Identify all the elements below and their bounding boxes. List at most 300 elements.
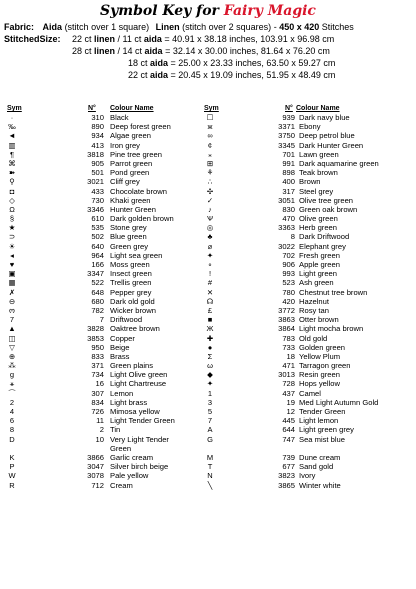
colour-row — [202, 223, 414, 232]
colour-row — [4, 113, 204, 122]
symbol-glyph: £ — [207, 305, 213, 315]
colour-name: Sea mist blue — [299, 434, 346, 444]
colour-name: Light Chartreuse — [110, 379, 167, 389]
colour-number: 734 — [91, 370, 104, 380]
colour-row — [4, 269, 204, 278]
colour-row — [4, 389, 204, 398]
colour-name: Green plains — [110, 361, 154, 371]
colour-name: Pale yellow — [110, 471, 149, 481]
colour-number: 3772 — [278, 305, 295, 315]
colour-row — [4, 315, 204, 324]
colour-number: 400 — [282, 177, 295, 187]
colour-name: Light lemon — [299, 416, 339, 426]
colour-number: 833 — [91, 351, 104, 361]
colour-name: Dark Driftwood — [299, 232, 350, 242]
symbol-glyph: ⌘ — [8, 158, 16, 168]
colour-number: 16 — [95, 379, 104, 389]
colour-row — [202, 141, 414, 150]
colour-number: 3750 — [278, 131, 295, 141]
colour-number: 950 — [91, 342, 104, 352]
colour-number: 640 — [91, 241, 104, 251]
colour-number: 3022 — [278, 241, 295, 251]
colour-row — [202, 242, 414, 251]
symbol-glyph: g — [9, 370, 15, 380]
symbol-glyph: 1 — [207, 388, 213, 398]
colour-row — [202, 425, 414, 434]
stitched-pre: 22 ct — [72, 34, 95, 44]
symbol-glyph: ♪ — [208, 204, 212, 214]
colour-name: Rosy tan — [299, 305, 329, 315]
symbol-glyph: ☊ — [206, 296, 214, 306]
colour-row — [4, 141, 204, 150]
colour-row — [202, 260, 414, 269]
colour-number: 905 — [91, 158, 104, 168]
colour-number: 307 — [91, 388, 104, 398]
colour-name: Cream — [110, 480, 133, 490]
stitched-b1: aida — [150, 70, 169, 80]
colour-row — [202, 471, 414, 480]
colour-number: 712 — [91, 480, 104, 490]
colour-number: 890 — [91, 122, 104, 132]
colour-name: Light green grey — [299, 425, 354, 435]
colour-number: 19 — [286, 397, 295, 407]
colour-name: Blue green — [110, 232, 147, 242]
symbol-glyph: ♥ — [9, 260, 15, 269]
colour-name: Light Olive green — [110, 370, 168, 380]
colour-name: Light Tender Green — [110, 416, 175, 426]
colour-name: Trellis green — [110, 278, 152, 288]
colour-row — [4, 370, 204, 379]
colour-row — [202, 416, 414, 425]
colour-name: Otter brown — [299, 315, 339, 325]
colour-row — [4, 435, 204, 444]
colour-number: 3363 — [278, 223, 295, 233]
colour-number: 3853 — [87, 333, 104, 343]
colour-number: 3371 — [278, 122, 295, 132]
colour-number: 310 — [91, 113, 104, 122]
symbol-glyph: ⊞ — [206, 158, 214, 168]
colour-name: Very Light Tender — [110, 434, 169, 444]
symbol-glyph: ▲ — [8, 324, 16, 334]
symbol-glyph: ✓ — [206, 195, 214, 205]
symbol-glyph: ● — [207, 342, 213, 352]
colour-number: 3346 — [87, 204, 104, 214]
colour-name: Lemon — [110, 388, 134, 398]
symbol-glyph: ◂ — [10, 250, 14, 260]
colour-row — [4, 131, 204, 140]
header-num-left: N° — [88, 105, 96, 112]
symbol-glyph: ▽ — [9, 342, 15, 352]
colour-number: 471 — [282, 361, 295, 371]
colour-row — [202, 324, 414, 333]
symbol-glyph: T — [207, 462, 213, 472]
colour-number: 939 — [282, 113, 295, 122]
symbol-glyph: § — [9, 214, 15, 224]
row-spacer — [202, 444, 414, 453]
colour-name: Light green — [299, 269, 337, 279]
colour-number: 610 — [91, 214, 104, 224]
colour-number: 3347 — [87, 269, 104, 279]
colour-number: 993 — [282, 269, 295, 279]
stitched-post: = 25.00 x 23.33 inches, 63.50 x 59.27 cm — [168, 58, 336, 68]
fabric-aida-note: (stitch over 1 square) — [64, 22, 150, 32]
colour-number: 3865 — [278, 480, 295, 490]
symbol-glyph: ➽ — [8, 168, 16, 178]
colour-number: 3078 — [87, 471, 104, 481]
colour-number: 3823 — [278, 471, 295, 481]
stitched-size-label: StitchedSize: — [4, 34, 61, 44]
colour-name: Hops yellow — [299, 379, 340, 389]
colour-row — [202, 370, 414, 379]
colour-number: 782 — [91, 305, 104, 315]
colour-row — [4, 416, 204, 425]
colour-row — [4, 343, 204, 352]
stitched-size-line — [128, 70, 335, 80]
colour-row — [4, 462, 204, 471]
symbol-glyph: ⊕ — [8, 351, 16, 361]
colour-row — [4, 407, 204, 416]
colour-number: 702 — [282, 250, 295, 260]
colour-row — [4, 453, 204, 462]
colour-name: Light mocha brown — [299, 324, 364, 334]
colour-number: 991 — [282, 158, 295, 168]
symbol-glyph: ‰ — [8, 122, 16, 132]
colour-row — [202, 462, 414, 471]
colour-row — [202, 232, 414, 241]
colour-number: 11 — [96, 416, 104, 426]
symbol-glyph: · — [10, 113, 14, 122]
colour-number: 726 — [91, 407, 104, 416]
colour-name: Camel — [299, 388, 321, 398]
colour-name-continuation: Green — [110, 443, 132, 453]
colour-name: Brown — [299, 177, 321, 187]
colour-row — [202, 159, 414, 168]
colour-number: 3828 — [87, 324, 104, 334]
colour-name: Dark Hunter Green — [299, 140, 364, 150]
symbol-glyph: ■ — [207, 315, 213, 325]
colour-row — [4, 398, 204, 407]
symbol-glyph: A — [207, 425, 213, 435]
colour-row — [202, 122, 414, 131]
colour-row — [4, 214, 204, 223]
colour-number: 3864 — [278, 324, 295, 334]
colour-name: Chocolate brown — [110, 186, 167, 196]
colour-name: Teak brown — [299, 168, 338, 178]
colour-row — [202, 251, 414, 260]
colour-row — [202, 288, 414, 297]
colour-row — [202, 398, 414, 407]
symbol-glyph: ✚ — [206, 333, 214, 343]
colour-name: Oaktree brown — [110, 324, 160, 334]
colour-row — [202, 379, 414, 388]
colour-number: 437 — [282, 388, 295, 398]
fabric-line: Fabric: Aida (stitch over 1 square) Linen (stitch over 2 squares) - 450 x 420 Stitches — [4, 22, 354, 32]
colour-name: Tender Green — [299, 407, 346, 416]
colour-row — [4, 159, 204, 168]
colour-name: Beige — [110, 342, 130, 352]
colour-number: 445 — [282, 416, 295, 426]
symbol-glyph: 7 — [207, 416, 213, 426]
stitched-mid: / 14 ct — [115, 46, 145, 56]
colour-name: Khaki green — [110, 195, 151, 205]
fabric-aida: Aida — [42, 22, 63, 32]
colour-number: 501 — [91, 168, 104, 178]
symbol-glyph: 5 — [207, 407, 213, 416]
colour-row — [202, 113, 414, 122]
colour-name: Silver birch beige — [110, 462, 169, 472]
symbol-glyph: ◇ — [9, 195, 15, 205]
colour-number: 7 — [99, 315, 104, 325]
fabric-dims: 450 x 420 — [279, 22, 320, 32]
colour-row — [202, 361, 414, 370]
colour-number: 433 — [91, 186, 104, 196]
colour-number: 834 — [91, 397, 104, 407]
colour-number: 3818 — [87, 149, 104, 159]
header-sym-right: Sym — [204, 105, 219, 112]
symbol-glyph: K — [9, 452, 15, 462]
colour-row — [202, 205, 414, 214]
stitched-post: = 40.91 x 38.18 inches, 103.91 x 96.98 cm — [161, 34, 335, 44]
symbol-glyph: ▣ — [8, 269, 16, 279]
colour-name: Dune cream — [299, 452, 341, 462]
stitched-pre: 22 ct — [128, 70, 151, 80]
fabric-linen: Linen — [155, 22, 180, 32]
colour-number: 10 — [95, 434, 104, 444]
colour-name: Iron grey — [110, 140, 140, 150]
symbol-glyph: ♣ — [207, 232, 213, 242]
colour-name: Parrot green — [110, 158, 153, 168]
colour-number: 3047 — [87, 462, 104, 472]
colour-number: 728 — [282, 379, 295, 389]
header-num-right: N° — [285, 105, 293, 112]
fabric-label: Fabric: — [4, 22, 35, 32]
colour-name: Mimosa yellow — [110, 407, 160, 416]
colour-list-left — [4, 113, 204, 490]
colour-name: Pond green — [110, 168, 150, 178]
symbol-glyph: ⚲ — [9, 177, 15, 187]
colour-name: Green grey — [110, 241, 148, 251]
colour-name: Golden green — [299, 342, 346, 352]
colour-name: Light brass — [110, 397, 148, 407]
colour-row — [202, 150, 414, 159]
colour-number: 166 — [91, 260, 104, 269]
colour-name: Tarragon green — [299, 361, 351, 371]
colour-row — [202, 407, 414, 416]
colour-name: Winter white — [299, 480, 341, 490]
symbol-glyph: ◄ — [8, 131, 16, 141]
stitched-b2: aida — [143, 34, 162, 44]
colour-number: 677 — [282, 462, 295, 472]
page-title — [0, 3, 416, 19]
symbol-glyph: ¢ — [207, 140, 213, 150]
symbol-glyph: 2 — [9, 397, 15, 407]
symbol-glyph: ☐ — [206, 113, 214, 122]
colour-name: Deep petrol blue — [299, 131, 355, 141]
symbol-glyph: W — [8, 471, 16, 481]
symbol-glyph: ◫ — [8, 333, 16, 343]
colour-name: Algae green — [110, 131, 151, 141]
colour-number: 420 — [282, 296, 295, 306]
symbol-glyph: G — [207, 434, 213, 444]
colour-number: 783 — [282, 333, 295, 343]
symbol-glyph: ▦ — [8, 278, 16, 288]
symbol-glyph: ⊖ — [8, 296, 16, 306]
colour-name: Steel grey — [299, 186, 334, 196]
stitched-b1: aida — [150, 58, 169, 68]
symbol-glyph: 7 — [9, 315, 15, 325]
colour-name: Olive green — [299, 214, 338, 224]
colour-name: Pine tree green — [110, 149, 162, 159]
colour-row — [4, 471, 204, 480]
symbol-glyph: ╲ — [207, 480, 213, 490]
stitched-pre: 28 ct — [72, 46, 95, 56]
symbol-glyph: ⌒ — [8, 388, 16, 398]
colour-name: Driftwood — [110, 315, 143, 325]
stitched-mid: / 11 ct — [115, 34, 144, 44]
colour-name: Insect green — [110, 269, 152, 279]
colour-row — [4, 232, 204, 241]
colour-row — [202, 196, 414, 205]
colour-row — [4, 306, 204, 315]
symbol-glyph: ✣ — [206, 186, 214, 196]
colour-name: Tin — [110, 425, 121, 435]
colour-row — [202, 389, 414, 398]
stitched-post: = 20.45 x 19.09 inches, 51.95 x 48.49 cm — [168, 70, 336, 80]
colour-row — [202, 131, 414, 140]
colour-number: 371 — [91, 361, 104, 371]
stitched-b1: linen — [94, 46, 116, 56]
colour-number: 830 — [282, 204, 295, 214]
colour-row — [4, 278, 204, 287]
colour-name: Ivory — [299, 471, 316, 481]
colour-row — [202, 435, 414, 444]
symbol-glyph: # — [207, 278, 213, 288]
colour-name: Pepper grey — [110, 287, 152, 297]
colour-number: 2 — [99, 425, 104, 435]
symbol-glyph: ¶ — [9, 149, 15, 159]
symbol-glyph: Ж — [206, 324, 214, 334]
colour-name: Dark navy blue — [299, 113, 350, 122]
colour-name: Dark old gold — [110, 296, 155, 306]
colour-name: Copper — [110, 333, 135, 343]
fabric-dims-unit: Stitches — [321, 22, 354, 32]
colour-row — [4, 122, 204, 131]
colour-number: 3051 — [278, 195, 295, 205]
symbol-glyph: Ω — [9, 204, 15, 214]
colour-name: Yellow Plum — [299, 351, 341, 361]
colour-number: 964 — [91, 250, 104, 260]
colour-name: Stone grey — [110, 223, 147, 233]
colour-name: Brass — [110, 351, 130, 361]
colour-list-right — [202, 113, 414, 490]
colour-row — [4, 361, 204, 370]
colour-name: Ash green — [299, 278, 334, 288]
colour-name: Black — [110, 113, 129, 122]
colour-number: 502 — [91, 232, 104, 242]
symbol-glyph: R — [9, 480, 15, 490]
symbol-glyph: M — [206, 452, 214, 462]
colour-number: 8 — [290, 232, 295, 242]
symbol-glyph: 3 — [207, 397, 213, 407]
pattern-name: Fairy Magic — [223, 3, 316, 19]
colour-row — [202, 453, 414, 462]
symbol-glyph: ◘ — [9, 186, 15, 196]
symbol-glyph: ▥ — [8, 140, 16, 150]
colour-name: Old gold — [299, 333, 328, 343]
colour-row — [202, 315, 414, 324]
colour-name: Hazelnut — [299, 296, 329, 306]
colour-number: 3863 — [278, 315, 295, 325]
colour-name: Light sea green — [110, 250, 163, 260]
colour-number: 934 — [91, 131, 104, 141]
symbol-glyph: N — [207, 471, 213, 481]
colour-number: 523 — [282, 278, 295, 288]
symbol-glyph: Ѱ — [207, 214, 213, 224]
title-text: Symbol Key for — [100, 3, 224, 19]
colour-number: 3013 — [278, 370, 295, 380]
colour-number: 730 — [91, 195, 104, 205]
colour-name: Chestnut tree brown — [299, 287, 368, 297]
symbol-glyph: ⊃ — [8, 232, 16, 242]
colour-row — [202, 297, 414, 306]
symbol-glyph: ⚘ — [206, 168, 214, 178]
symbol-glyph: ∴ — [207, 177, 213, 187]
colour-row — [202, 214, 414, 223]
symbol-glyph: ✦ — [206, 379, 214, 389]
colour-row — [4, 205, 204, 214]
symbol-glyph: ◎ — [206, 223, 214, 233]
colour-row — [4, 334, 204, 343]
colour-row — [4, 481, 204, 490]
symbol-glyph: ✕ — [206, 287, 214, 297]
symbol-glyph: P — [9, 462, 15, 472]
symbol-glyph: 6 — [9, 416, 15, 426]
colour-row — [4, 196, 204, 205]
colour-name: Hunter Green — [110, 204, 157, 214]
symbol-glyph: ∞ — [207, 131, 213, 141]
symbol-glyph: ω — [207, 361, 213, 371]
colour-row — [4, 168, 204, 177]
colour-row — [202, 352, 414, 361]
colour-number: 18 — [286, 351, 295, 361]
colour-number: 522 — [91, 278, 104, 288]
stitched-pre: 18 ct — [128, 58, 151, 68]
colour-row — [202, 177, 414, 186]
symbol-glyph: ☀ — [8, 241, 16, 251]
symbol-glyph: ! — [208, 269, 212, 279]
symbol-glyph: ∘ — [207, 260, 213, 269]
colour-row — [202, 168, 414, 177]
symbol-glyph: ⁂ — [8, 361, 16, 371]
colour-row — [202, 334, 414, 343]
symbol-glyph: ⚹ — [9, 379, 15, 389]
colour-number: 12 — [286, 407, 295, 416]
colour-name: Herb green — [299, 223, 337, 233]
colour-number: 317 — [282, 186, 295, 196]
colour-name: Garlic cream — [110, 452, 154, 462]
stitched-size-line — [128, 58, 335, 68]
symbol-glyph: 4 — [9, 407, 15, 416]
colour-number: 3866 — [87, 452, 104, 462]
stitched-b1: linen — [94, 34, 116, 44]
colour-name: Ebony — [299, 122, 321, 132]
colour-row — [4, 251, 204, 260]
colour-row — [4, 288, 204, 297]
colour-row — [202, 269, 414, 278]
colour-row — [202, 481, 414, 490]
colour-number: 780 — [282, 287, 295, 297]
colour-number: 470 — [282, 214, 295, 224]
